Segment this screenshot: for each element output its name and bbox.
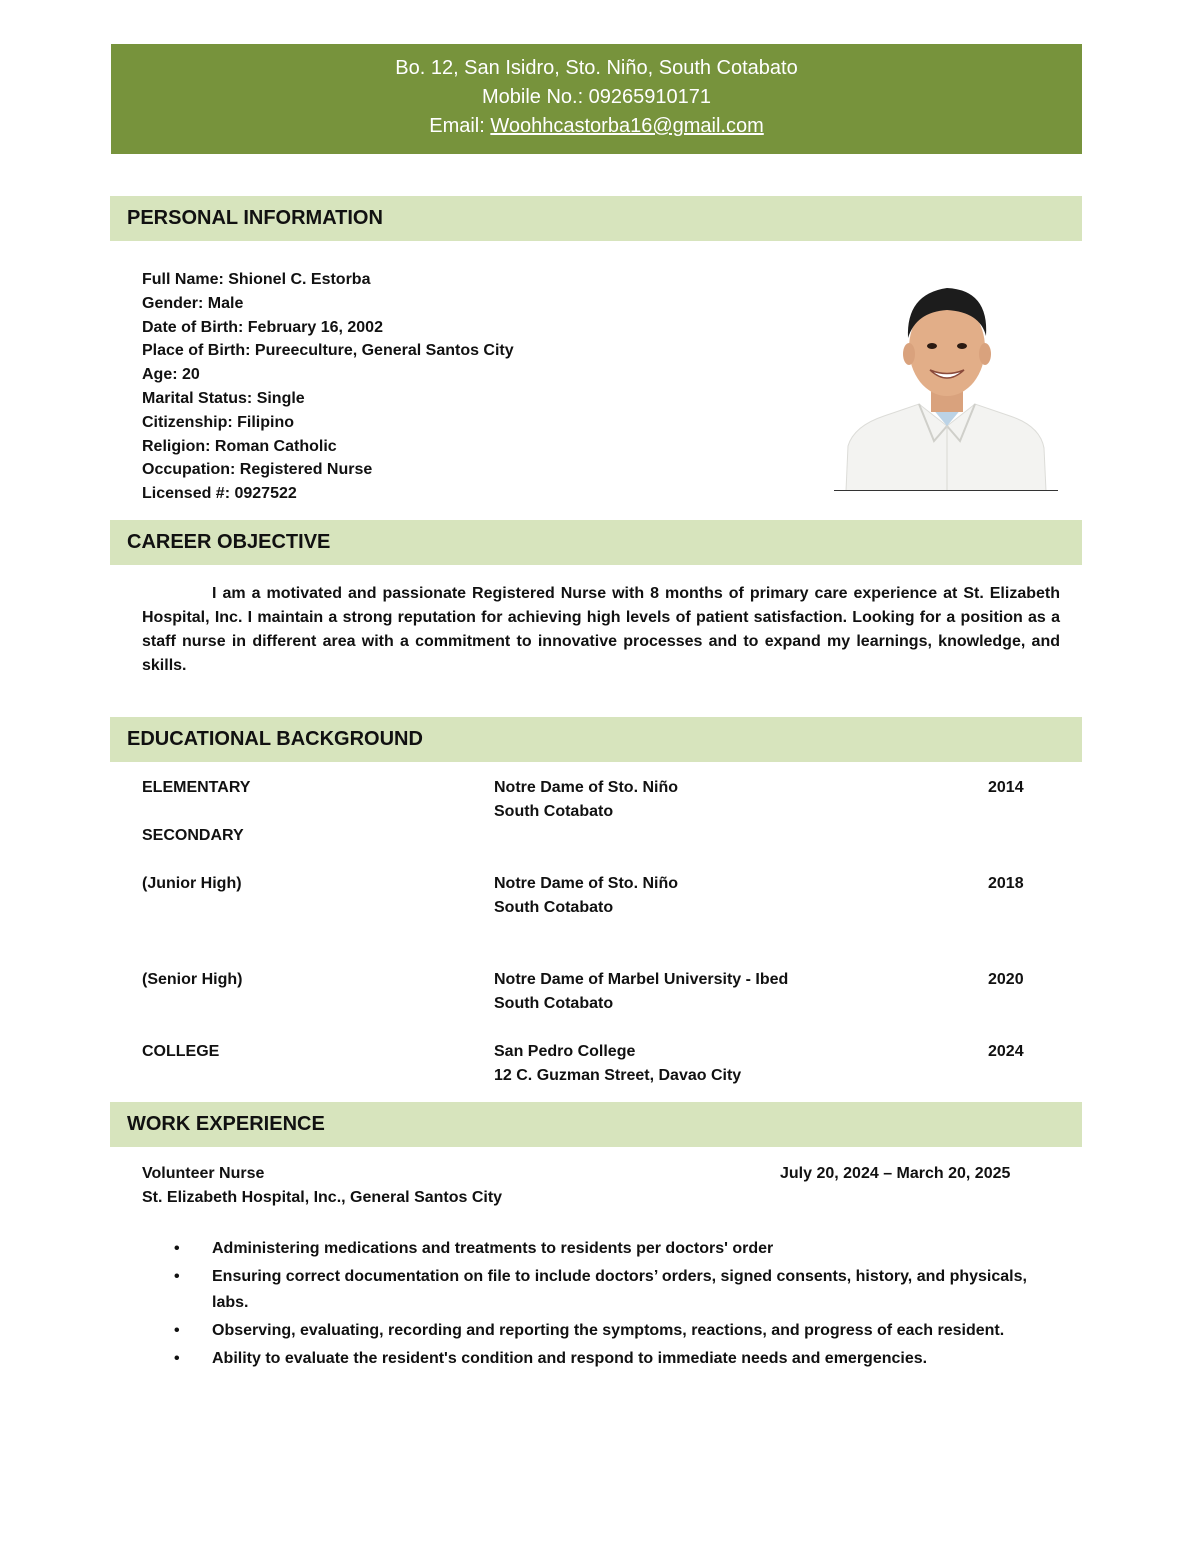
info-citizenship: Citizenship: Filipino <box>142 413 294 431</box>
edu-level-secondary: SECONDARY <box>142 827 244 844</box>
edu-school-location: South Cotabato <box>494 803 614 820</box>
section-personal-information: PERSONAL INFORMATION <box>110 196 1082 241</box>
edu-school-location: South Cotabato <box>494 899 614 916</box>
bullet-icon: • <box>174 1240 180 1257</box>
personal-info-list <box>142 268 514 506</box>
duty-text: Ensuring correct documentation on file to include doctors’ orders, signed consents, history, and physicals, labs. <box>212 1268 1027 1311</box>
info-gender: Gender: Male <box>142 294 244 312</box>
edu-school-senior-high <box>494 968 788 1016</box>
list-item <box>174 1236 1062 1262</box>
section-work-experience: WORK EXPERIENCE <box>110 1102 1082 1147</box>
email-label: Email: <box>429 115 491 137</box>
email-link[interactable]: Woohhcastorba16@gmail.com <box>490 115 764 137</box>
edu-level-college: COLLEGE <box>142 1043 220 1060</box>
contact-header <box>111 44 1082 154</box>
info-age: Age: 20 <box>142 366 200 384</box>
list-item <box>174 1264 1062 1316</box>
duty-text: Ability to evaluate the resident's condition and respond to immediate needs and emergencies. <box>212 1350 928 1367</box>
edu-school-elementary <box>494 776 678 824</box>
info-date-of-birth: Date of Birth: February 16, 2002 <box>142 318 383 336</box>
info-license: Licensed #: 0927522 <box>142 485 297 503</box>
edu-school-junior-high <box>494 872 678 920</box>
work-job-title: Volunteer Nurse <box>142 1165 265 1182</box>
list-item <box>174 1318 1062 1344</box>
edu-year-junior-high: 2018 <box>988 875 1024 892</box>
edu-school-name: San Pedro College <box>494 1043 636 1060</box>
photo-underline <box>834 490 1058 491</box>
edu-level-elementary: ELEMENTARY <box>142 779 251 796</box>
bullet-icon: • <box>174 1268 180 1285</box>
info-full-name: Full Name: Shionel C. Estorba <box>142 271 371 288</box>
work-dates: July 20, 2024 – March 20, 2025 <box>780 1165 1011 1182</box>
edu-year-elementary: 2014 <box>988 779 1024 796</box>
section-career-objective: CAREER OBJECTIVE <box>110 520 1082 565</box>
edu-school-name: Notre Dame of Marbel University - Ibed <box>494 971 789 988</box>
edu-level-junior-high: (Junior High) <box>142 875 242 892</box>
edu-year-college: 2024 <box>988 1043 1024 1060</box>
edu-school-name: Notre Dame of Sto. Niño <box>494 779 679 796</box>
work-duties-list <box>174 1236 1062 1374</box>
edu-school-location: 12 C. Guzman Street, Davao City <box>494 1067 742 1084</box>
edu-school-college <box>494 1040 741 1088</box>
info-marital-status: Marital Status: Single <box>142 389 305 407</box>
info-religion: Religion: Roman Catholic <box>142 437 337 455</box>
work-company: St. Elizabeth Hospital, Inc., General Santos City <box>142 1189 503 1206</box>
info-occupation: Occupation: Registered Nurse <box>142 461 373 479</box>
edu-school-location: South Cotabato <box>494 995 614 1012</box>
profile-photo <box>834 276 1060 491</box>
duty-text: Administering medications and treatments to residents per doctors' order <box>212 1240 774 1257</box>
info-place-of-birth: Place of Birth: Pureeculture, General Santos City <box>142 342 514 360</box>
mobile-line: Mobile No.: 09265910171 <box>481 86 712 108</box>
email-line <box>111 112 1082 141</box>
bullet-icon: • <box>174 1350 180 1367</box>
bullet-icon: • <box>174 1322 180 1339</box>
edu-level-senior-high: (Senior High) <box>142 971 243 988</box>
edu-year-senior-high: 2020 <box>988 971 1024 988</box>
list-item <box>174 1346 1062 1372</box>
address-line: Bo. 12, San Isidro, Sto. Niño, South Cotabato <box>395 57 798 79</box>
edu-school-name: Notre Dame of Sto. Niño <box>494 875 679 892</box>
career-objective-text: I am a motivated and passionate Registered Nurse with 8 months of primary care experience at St. Elizabeth Hospital, Inc. I maintain a strong reputation for achieving high levels of patient satisfaction. Looking for a position as a staff nurse in different area with a commitment to innovative processes and to expand my learnings, knowledge, and skills. <box>142 585 1060 674</box>
duty-text: Observing, evaluating, recording and reporting the symptoms, reactions, and progress of each resident. <box>212 1322 1005 1339</box>
section-educational-background: EDUCATIONAL BACKGROUND <box>110 717 1082 762</box>
